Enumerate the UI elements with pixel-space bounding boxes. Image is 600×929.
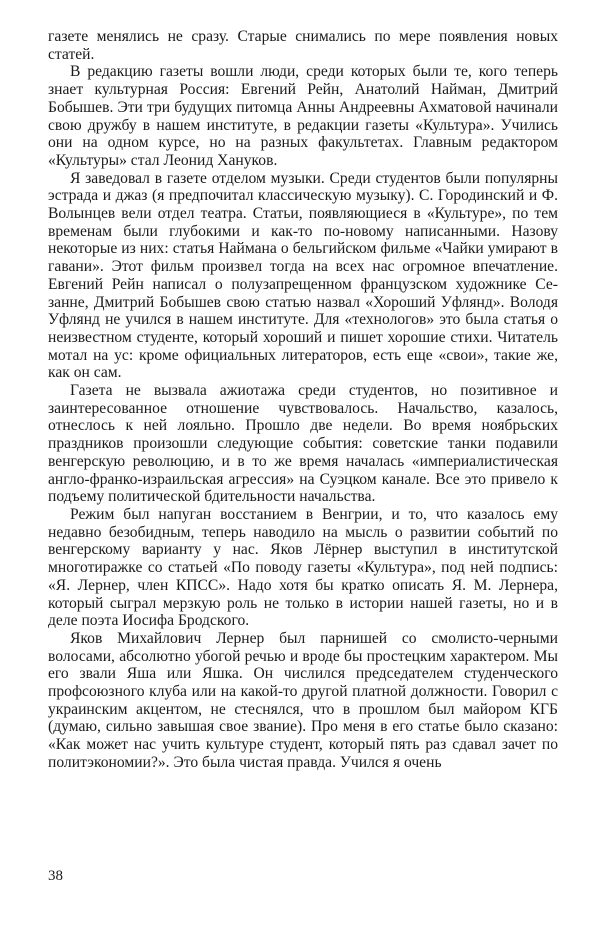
paragraph-newspaper-reception: Газета не вызвала ажиотажа среди студентов, но позитивное и заинтересованное отношение чувствовалось. Начальство, казалось, отнеслось к ней лояльно. Прошло две недели. Во время ноябрьских праздников произошли следующие события: советские танки подавили венгерскую революцию, и в то же время началась «империалистическая англо-франко-израильская агрессия» на Суэцком канале. Все это привело к подъему политической бдительности начальства. [48, 382, 558, 506]
paragraph-hungary-uprising: Режим был напуган восстанием в Венгрии, и то, что казалось ему недавно безобидным, теперь наводило на мысль о развитии событий по венгерскому варианту у нас. Яков Лёрнер выступил в институтской многотиражке со статьей «По поводу газеты «Культура», под ней подпись: «Я. Лернер, член КПСС». Надо хотя бы кратко описать Я. М. Лернера, который сыграл мерзкую роль не только в истории нашей газеты, но и в деле поэта Иосифа Бродского. [48, 505, 558, 630]
page-number: 38 [48, 868, 63, 884]
paragraph-music-section: Я заведовал в газете отделом музыки. Среди студентов были популярны эстрада и джаз (я предпочитал классическую музыку). С. Городинский и Ф. Волынцев вели отдел театра. Статьи, появляющиеся в «Культуре», по тем временам были глубокими и как-то по-новому написанными. Назову некоторые из них: статья Наймана о бельгийском фильме «Чайки умирают в гавани». Этот фильм произвел тогда на всех нас огромное впечатление. Евгений Рейн написал о полузапрещенном французском художнике Сезанне, Дмитрий Бобышев свою статью назвал «Хороший Уфлянд». Володя Уфлянд не учился в нашем институте. Для «технологов» это была статья о неизвестном студенте, который хороший и пишет хорошие стихи. Читатель мотал на ус: кроме официальных литераторов, есть еще «свои», такие же, как он сам. [48, 169, 558, 382]
paragraph-lerner-description: Яков Михайлович Лернер был парнишей со смолисто-черными волосами, абсолютно убогой речью и вроде бы простецким характером. Мы его звали Яша или Яшка. Он числился председателем студенческого профсоюзного клуба или на какой-то другой платной должности. Говорил с украинским акцентом, не стеснялся, что в прошлом был майором КГБ (думаю, сильно завышая свое звание). Про меня в его статье было сказано: «Как может нас учить культуре студент, который пять раз сдавал зачет по политэкономии?». Это была чистая правда. Учился я очень [48, 629, 558, 771]
page-body [48, 28, 558, 772]
paragraph-continuation: газете менялись не сразу. Старые снимались по мере появления новых статей. [48, 28, 558, 63]
paragraph-editorial-staff: В редакцию газеты вошли люди, среди которых были те, кого теперь знает культурная Россия: Евгений Рейн, Анатолий Найман, Дмитрий Бобышев. Эти три будущих питомца Анны Андреевны Ахматовой начинали свою дружбу в нашем институте, в редакции газеты «Культура». Учились они на одном курсе, но на разных факультетах. Главным редактором «Культуры» стал Леонид Хануков. [48, 63, 558, 169]
